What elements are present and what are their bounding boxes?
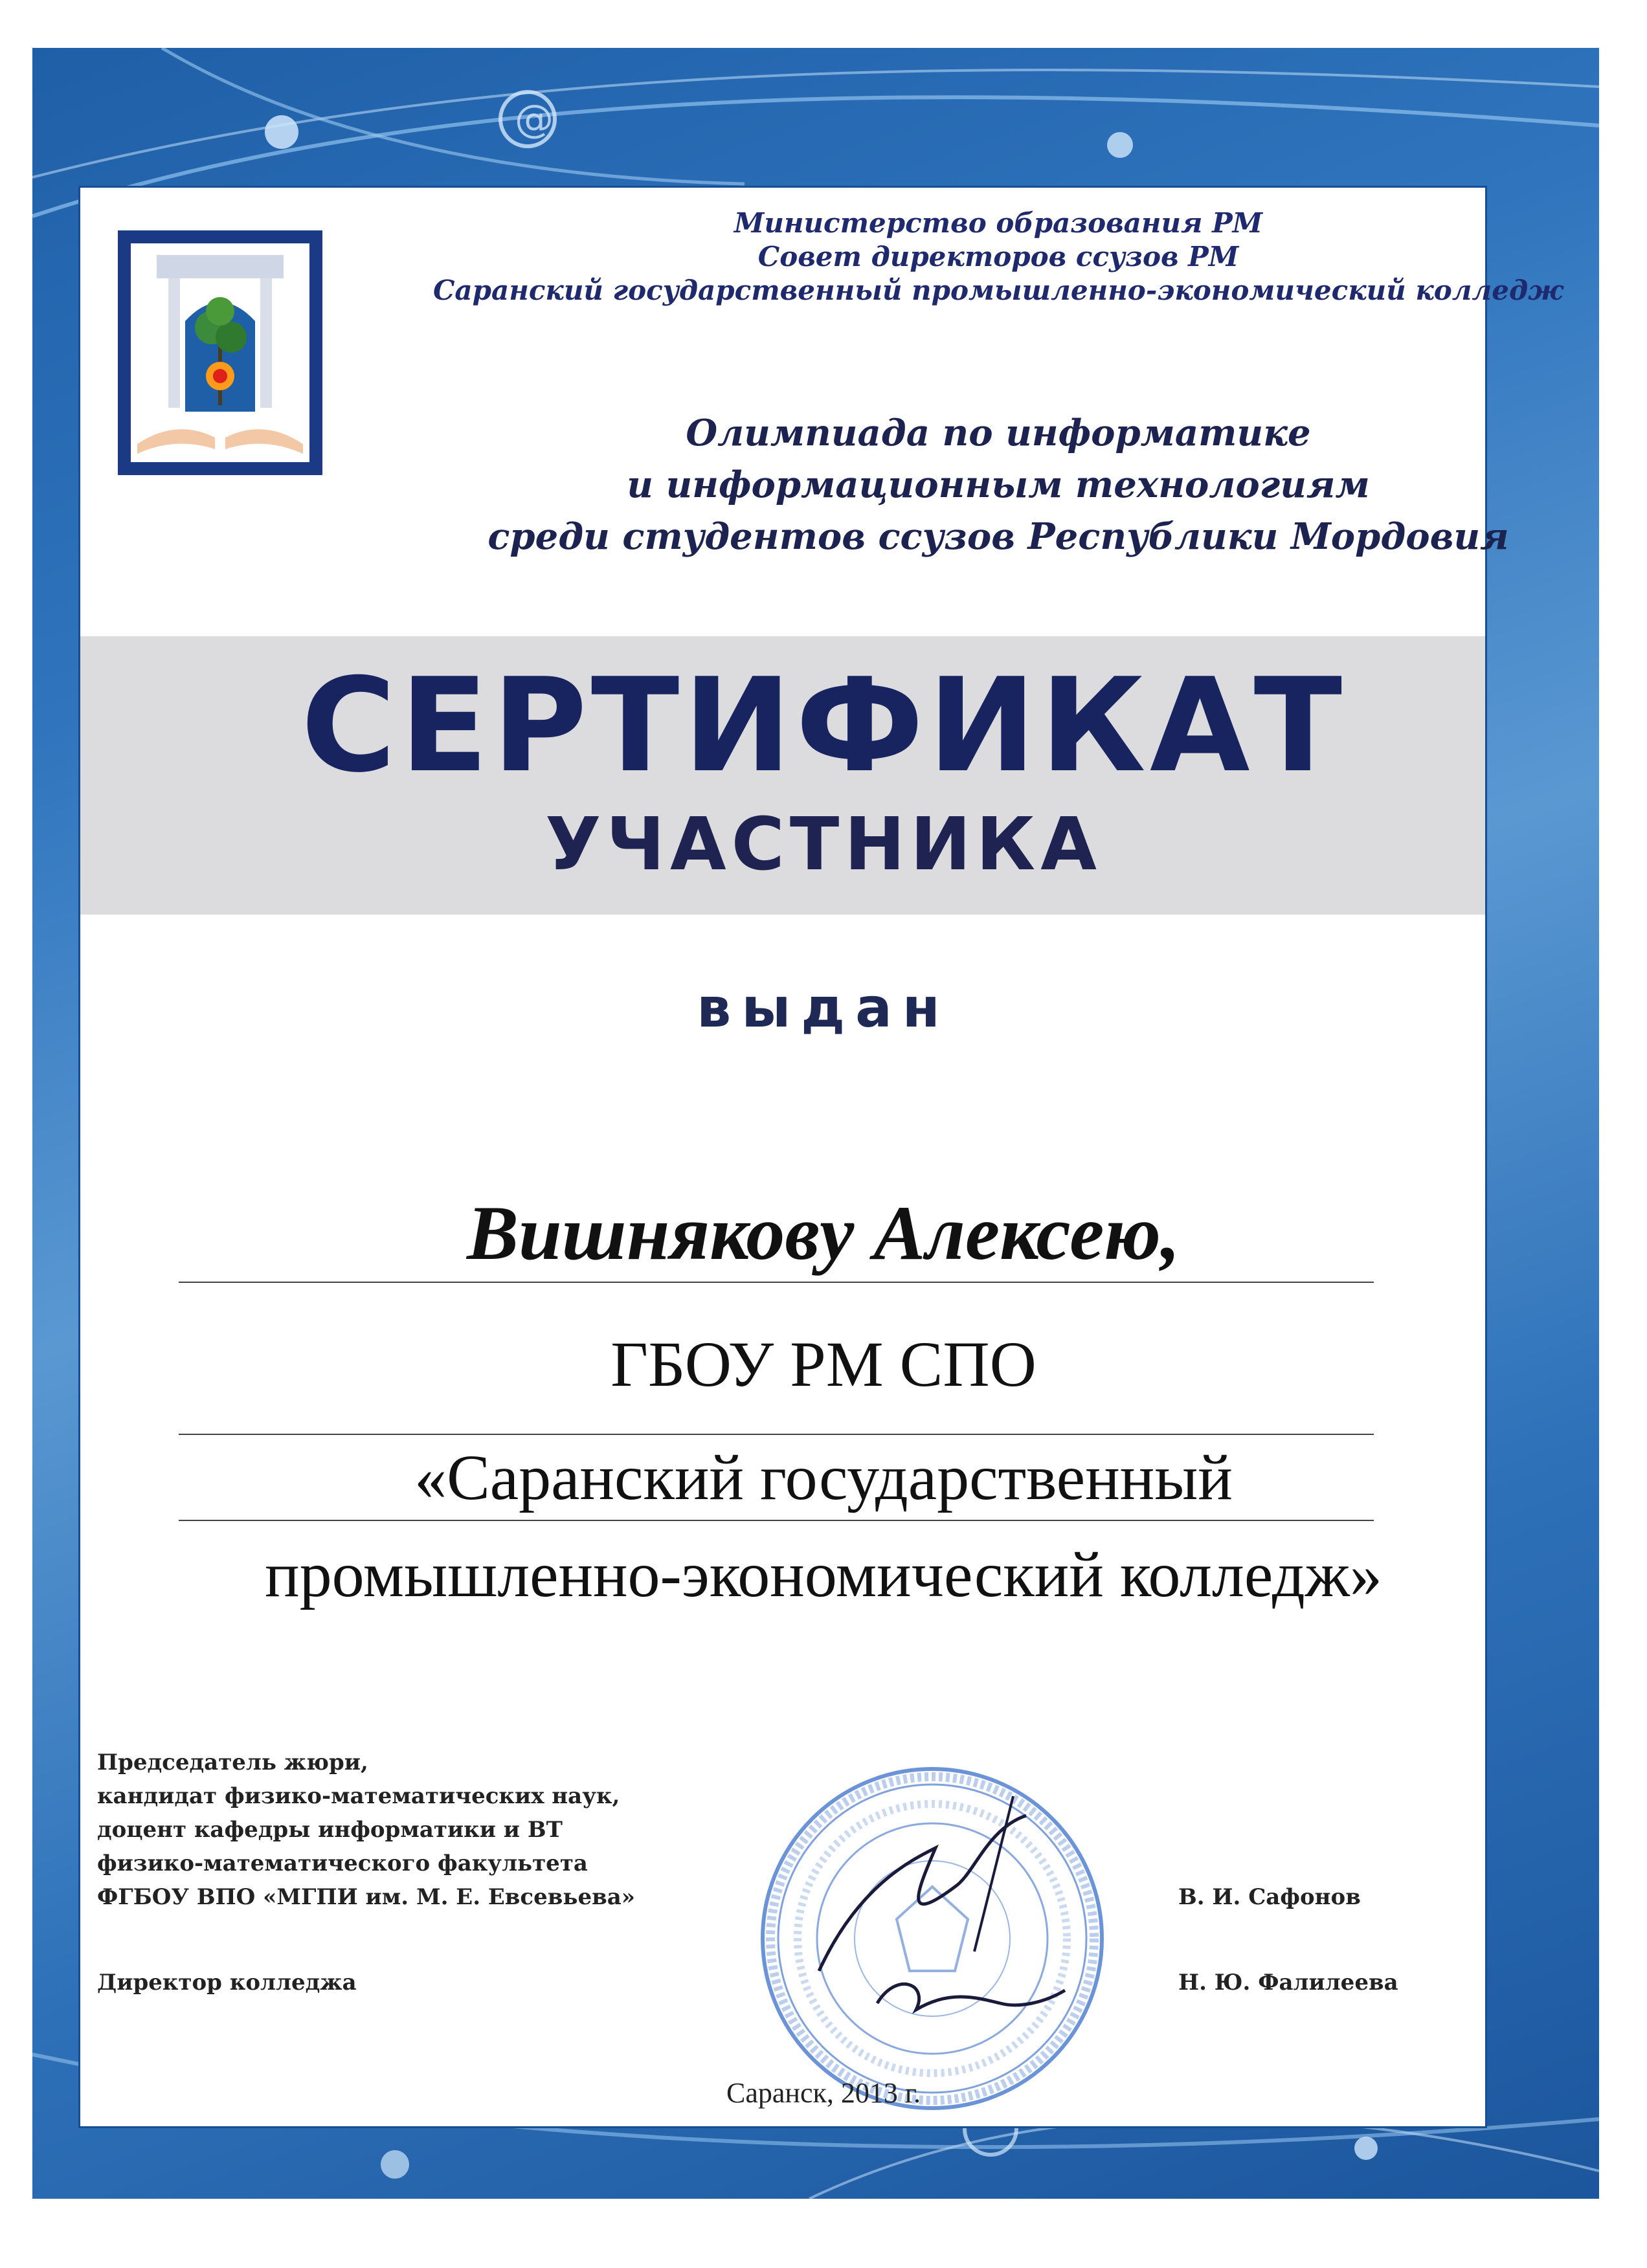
name-underline xyxy=(179,1282,1374,1283)
chair-title-line-1: Председатель жюри, xyxy=(97,1750,368,1775)
chair-name: В. И. Сафонов xyxy=(1178,1884,1361,1910)
olympiad-line-2: и информационным технологиям xyxy=(627,463,1370,506)
certificate-title: СЕРТИФИКАТ xyxy=(300,650,1347,801)
recipient-org-type: ГБОУ РМ СПО xyxy=(611,1328,1036,1400)
olympiad-line-3: среди студентов ссузов Республики Мордовия xyxy=(487,515,1509,558)
svg-text:@: @ xyxy=(515,96,554,142)
college-line: Саранский государственный промышленно-экономический колледж xyxy=(432,274,1563,306)
recipient-name: Вишнякову Алексею, xyxy=(467,1190,1180,1276)
director-title: Директор колледжа xyxy=(97,1970,357,1996)
issued-label: выдан xyxy=(697,976,950,1040)
chair-title-line-4: физико-математического факультета xyxy=(97,1851,588,1876)
council-line: Совет директоров ссузов РМ xyxy=(757,241,1239,272)
org-underline-1 xyxy=(179,1434,1374,1435)
chair-title-line-2: кандидат физико-математических наук, xyxy=(97,1783,620,1809)
city-year: Саранск, 2013 г. xyxy=(726,2077,921,2109)
certificate-subtitle: УЧАСТНИКА xyxy=(545,803,1102,887)
official-stamp xyxy=(741,1757,1123,2120)
director-name: Н. Ю. Фалилеева xyxy=(1178,1970,1398,1996)
olympiad-line-1: Олимпиада по информатике xyxy=(686,412,1311,454)
chair-title-line-5: ФГБОУ ВПО «МГПИ им. М. Е. Евсевьева» xyxy=(97,1884,635,1910)
recipient-org-line-3: промышленно-экономический колледж» xyxy=(265,1539,1382,1610)
recipient-org-line-2: «Саранский государственный xyxy=(414,1441,1233,1513)
org-underline-2 xyxy=(179,1520,1374,1521)
ministry-line: Министерство образования РМ xyxy=(734,207,1263,239)
chair-title-line-3: доцент кафедры информатики и ВТ xyxy=(97,1817,563,1843)
